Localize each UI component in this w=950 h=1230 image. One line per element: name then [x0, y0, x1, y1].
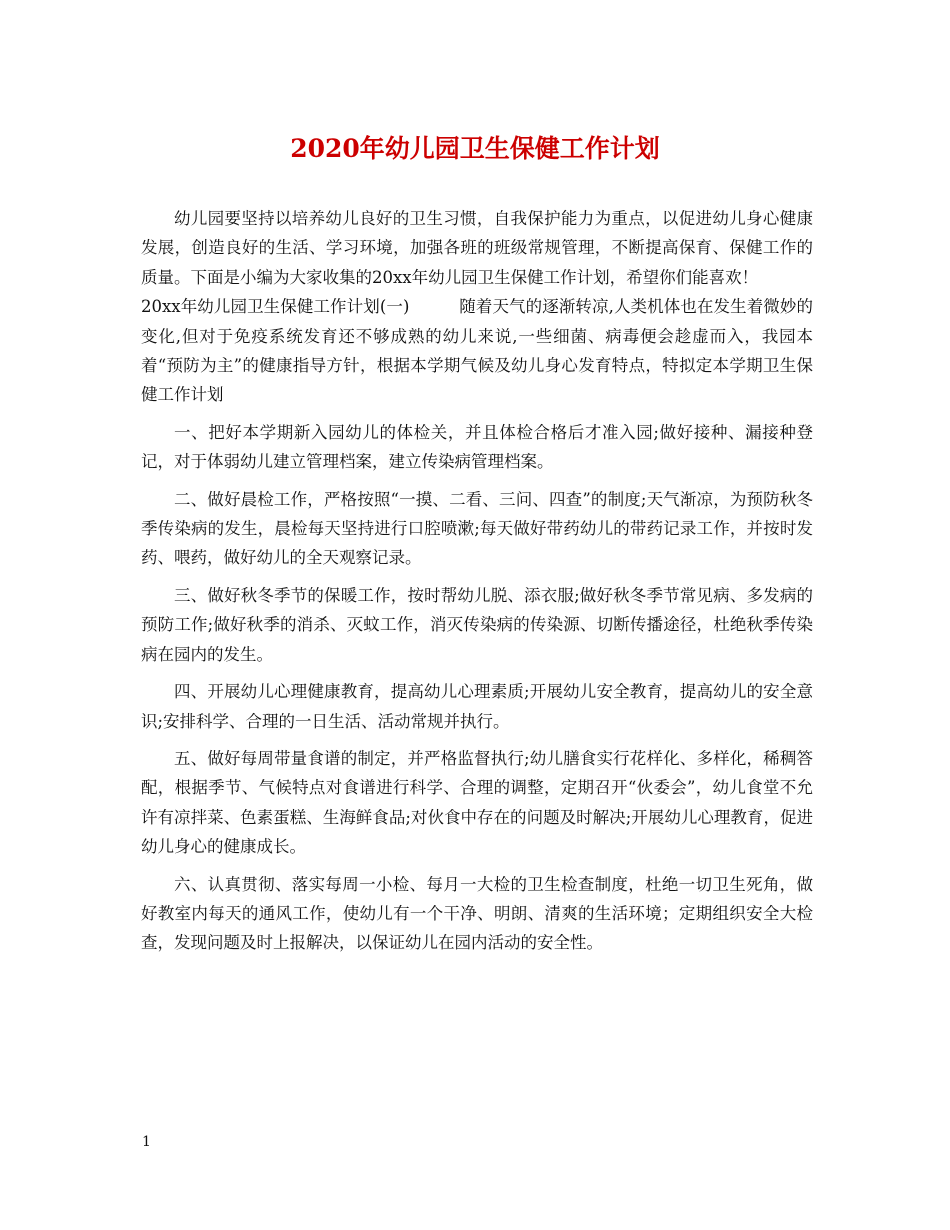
section-three-paragraph: 三、做好秋冬季节的保暖工作，按时帮幼儿脱、添衣服;做好秋冬季节常见病、多发病的预防工作;做好秋季的消杀、灭蚊工作，消灭传染病的传染源、切断传播途径，杜绝秋季传染病在园内的发生。 [141, 585, 813, 664]
plan-heading-paragraph: 20xx年幼儿园卫生保健工作计划(一) 随着天气的逐渐转凉,人类机体也在发生着微妙的变化,但对于免疫系统发育还不够成熟的幼儿来说,一些细菌、病毒便会趁虚而入，我园本着“预防为主”的健康指导方针，根据本学期气候及幼儿身心发育特点，特拟定本学期卫生保健工作计划 [141, 297, 813, 405]
section-two-paragraph: 二、做好晨检工作，严格按照“一摸、二看、三问、四查”的制度;天气渐凉，为预防秋冬季传染病的发生，晨检每天坚持进行口腔喷漱;每天做好带药幼儿的带药记录工作，并按时发药、喂药，做好幼儿的全天观察记录。 [141, 489, 813, 568]
document-title: 2020年幼儿园卫生保健工作计划 [290, 134, 660, 163]
document-body [141, 204, 813, 958]
section-five-paragraph: 五、做好每周带量食谱的制定，并严格监督执行;幼儿膳食实行花样化、多样化，稀稠答配，根据季节、气候特点对食谱进行科学、合理的调整，定期召开“伙委会”，幼儿食堂不允许有凉拌菜、色素蛋糕、生海鲜食品;对伙食中存在的问题及时解决;开展幼儿心理教育，促进幼儿身心的健康成长。 [141, 748, 813, 857]
section-four-paragraph: 四、开展幼儿心理健康教育，提高幼儿心理素质;开展幼儿安全教育，提高幼儿的安全意识;安排科学、合理的一日生活、活动常规并执行。 [141, 682, 813, 731]
page-number: 1 [142, 1134, 151, 1150]
intro-paragraph: 幼儿园要坚持以培养幼儿良好的卫生习惯，自我保护能力为重点，以促进幼儿身心健康发展，创造良好的生活、学习环境，加强各班的班级常规管理，不断提高保育、保健工作的质量。下面是小编为大家收集的20xx年幼儿园卫生保健工作计划，希望你们能喜欢！ [141, 209, 813, 287]
section-six-paragraph: 六、认真贯彻、落实每周一小检、每月一大检的卫生检查制度，杜绝一切卫生死角，做好教室内每天的通风工作，使幼儿有一个干净、明朗、清爽的生活环境；定期组织安全大检查，发现问题及时上报解决，以保证幼儿在园内活动的安全性。 [141, 874, 813, 953]
section-one-paragraph: 一、把好本学期新入园幼儿的体检关，并且体检合格后才准入园;做好接种、漏接种登记，对于体弱幼儿建立管理档案，建立传染病管理档案。 [141, 422, 813, 472]
